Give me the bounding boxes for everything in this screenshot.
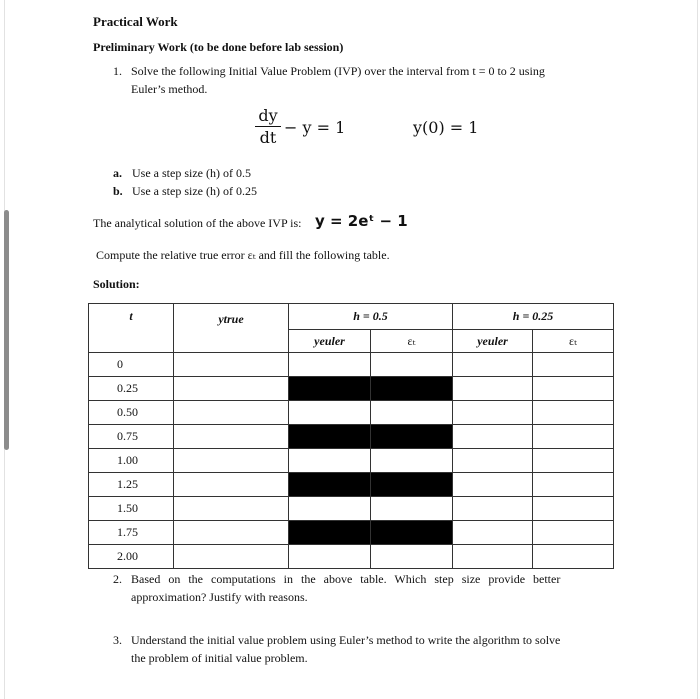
cell-err05[interactable] — [371, 497, 453, 521]
cell-yeuler05-shaded — [289, 521, 371, 545]
header-group-h05: h = 0.5 — [289, 304, 453, 330]
header-t: t — [89, 304, 174, 353]
cell-ytrue[interactable] — [174, 401, 289, 425]
q1-text-line2: Euler’s method. — [131, 82, 208, 96]
cell-yeuler025[interactable] — [453, 353, 533, 377]
q2-line2: approximation? Justify with reasons. — [131, 590, 308, 604]
cell-yeuler05-shaded — [289, 377, 371, 401]
cell-yeuler05[interactable] — [289, 401, 371, 425]
cell-t-value: 0 — [89, 353, 174, 377]
cell-yeuler05[interactable] — [289, 449, 371, 473]
cell-t-value: 0.50 — [89, 401, 174, 425]
equation-rest: − y = 1 — [284, 118, 346, 137]
cell-yeuler025[interactable] — [453, 545, 533, 569]
cell-t-value: 2.00 — [89, 545, 174, 569]
cell-yeuler05-shaded — [289, 473, 371, 497]
cell-yeuler025[interactable] — [453, 377, 533, 401]
cell-ytrue[interactable] — [174, 449, 289, 473]
cell-t-value: 1.50 — [89, 497, 174, 521]
cell-yeuler05[interactable] — [289, 545, 371, 569]
cell-t-value: 1.75 — [89, 521, 174, 545]
header-yeuler-h025: yeuler — [453, 330, 533, 353]
analytical-text: The analytical solution of the above IVP is: — [93, 216, 302, 230]
q3-number: 3. — [113, 633, 122, 647]
cell-yeuler025[interactable] — [453, 425, 533, 449]
table-row — [89, 497, 614, 521]
cell-t-value: 0.75 — [89, 425, 174, 449]
q1-text-line1: Solve the following Initial Value Problem (IVP) over the interval from t = 0 to 2 using — [131, 64, 545, 78]
header-err-h05: εₜ — [371, 330, 453, 353]
cell-err025[interactable] — [533, 545, 614, 569]
header-group-h025: h = 0.25 — [453, 304, 614, 330]
cell-err05[interactable] — [371, 545, 453, 569]
fraction-denominator: dt — [259, 128, 277, 147]
cell-yeuler05-shaded — [289, 425, 371, 449]
table-row — [89, 353, 614, 377]
header-yeuler-h05: yeuler — [289, 330, 371, 353]
table-body — [89, 353, 614, 569]
page-title: Practical Work — [93, 14, 178, 29]
q2-number: 2. — [113, 572, 122, 586]
initial-condition: y(0) = 1 — [413, 118, 479, 137]
cell-yeuler05[interactable] — [289, 353, 371, 377]
cell-t-value: 0.25 — [89, 377, 174, 401]
cell-err05-shaded — [371, 377, 453, 401]
cell-ytrue[interactable] — [174, 545, 289, 569]
solution-label: Solution: — [93, 277, 140, 291]
q3-line1: Understand the initial value problem using Euler’s method to write the algorithm to solve — [131, 633, 561, 647]
table-row — [89, 449, 614, 473]
header-ytrue: ytrue — [174, 304, 289, 353]
table-row — [89, 401, 614, 425]
table-row — [89, 425, 614, 449]
q1-number: 1. — [113, 64, 122, 78]
cell-yeuler025[interactable] — [453, 497, 533, 521]
cell-err025[interactable] — [533, 521, 614, 545]
cell-err025[interactable] — [533, 497, 614, 521]
cell-err025[interactable] — [533, 473, 614, 497]
cell-err025[interactable] — [533, 449, 614, 473]
fraction-bar — [255, 126, 281, 127]
part-a-label: a. — [113, 166, 122, 180]
cell-err05[interactable] — [371, 353, 453, 377]
part-a-text: Use a step size (h) of 0.5 — [132, 166, 251, 180]
cell-err025[interactable] — [533, 377, 614, 401]
q3-line2: the problem of initial value problem. — [131, 651, 308, 665]
equation-fraction — [255, 106, 281, 147]
cell-err025[interactable] — [533, 401, 614, 425]
cell-err05-shaded — [371, 425, 453, 449]
cell-ytrue[interactable] — [174, 521, 289, 545]
compute-text: Compute the relative true error εₜ and fill the following table. — [96, 248, 390, 262]
cell-yeuler025[interactable] — [453, 473, 533, 497]
fraction-numerator: dy — [258, 106, 278, 125]
cell-err05[interactable] — [371, 401, 453, 425]
cell-yeuler05[interactable] — [289, 497, 371, 521]
analytical-equation: y = 2eᵗ − 1 — [315, 212, 408, 230]
cell-ytrue[interactable] — [174, 473, 289, 497]
cell-t-value: 1.00 — [89, 449, 174, 473]
part-b-label: b. — [113, 184, 123, 198]
table-row — [89, 377, 614, 401]
header-err-h025: εₜ — [533, 330, 614, 353]
cell-ytrue[interactable] — [174, 377, 289, 401]
table-row — [89, 545, 614, 569]
table-row — [89, 521, 614, 545]
cell-yeuler025[interactable] — [453, 449, 533, 473]
table-row — [89, 473, 614, 497]
cell-ytrue[interactable] — [174, 425, 289, 449]
q2-line1: Based on the computations in the above table. Which step size provide better — [131, 572, 561, 586]
cell-ytrue[interactable] — [174, 353, 289, 377]
cell-err025[interactable] — [533, 353, 614, 377]
part-b-text: Use a step size (h) of 0.25 — [132, 184, 257, 198]
cell-ytrue[interactable] — [174, 497, 289, 521]
cell-err05-shaded — [371, 521, 453, 545]
cell-err05-shaded — [371, 473, 453, 497]
results-table — [88, 303, 614, 569]
cell-err05[interactable] — [371, 449, 453, 473]
cell-t-value: 1.25 — [89, 473, 174, 497]
section-subtitle: Preliminary Work (to be done before lab session) — [93, 40, 344, 54]
cell-err025[interactable] — [533, 425, 614, 449]
cell-yeuler025[interactable] — [453, 401, 533, 425]
scrollbar-thumb[interactable] — [4, 210, 9, 450]
cell-yeuler025[interactable] — [453, 521, 533, 545]
